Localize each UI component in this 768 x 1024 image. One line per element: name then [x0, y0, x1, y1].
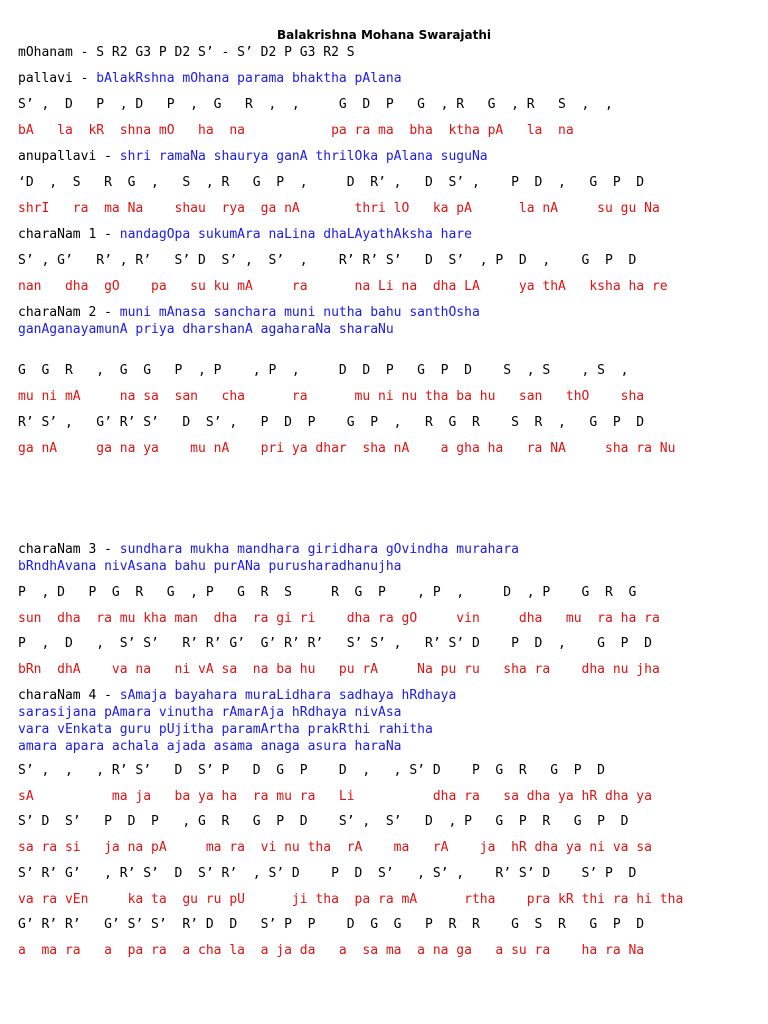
notation-line	[18, 762, 605, 779]
notation-line	[18, 252, 636, 269]
swara-notes: S’ , G’ R’ , R’ S’ D S’ , S’ , R’ R’ S’ D S’ , P D , G P D	[18, 253, 637, 268]
notation-line	[18, 278, 668, 295]
notation-line	[18, 704, 402, 721]
notation-line	[18, 661, 660, 678]
notation-line	[18, 942, 644, 959]
notation-line	[18, 584, 636, 601]
notation-line	[18, 839, 652, 856]
lyric-syllables: va ra vEn ka ta gu ru pU ji tha pa ra mA rtha pra kR thi ra hi tha	[18, 892, 684, 907]
notation-line	[18, 226, 472, 243]
swara-notes: G’ R’ R’ G’ S’ S’ R’ D D S’ P P D G G P R R G S R G P D	[18, 917, 645, 932]
lyric-syllables: ga nA ga na ya mu nA pri ya dhar sha nA a gha ha ra NA sha ra Nu	[18, 441, 676, 456]
lyric-syllables: a ma ra a pa ra a cha la a ja da a sa ma a na ga a su ra ha ra Na	[18, 943, 645, 958]
lyrics-text: sundhara mukha mandhara giridhara gOvindha murahara	[119, 542, 519, 557]
lyrics-text: bAlakRshna mOhana parama bhaktha pAlana	[96, 71, 402, 86]
notation-line	[18, 200, 660, 217]
swara-notes: G G R , G G P , P , P , D D P G P D S , S , S ,	[18, 363, 629, 378]
lyrics-text: shri ramaNa shaurya ganA thrilOka pAlana suguNa	[119, 149, 488, 164]
swara-notes: mOhanam - S R2 G3 P D2 S’ - S’ D2 P G3 R2 S	[18, 45, 355, 60]
notation-line	[18, 362, 628, 379]
notation-line	[18, 321, 394, 338]
lyrics-text: ganAganayamunA priya dharshanA agaharaNa sharaNu	[18, 322, 394, 337]
lyric-syllables: sa ra si ja na pA ma ra vi nu tha rA ma rA ja hR dha ya ni va sa	[18, 840, 652, 855]
notation-line	[18, 148, 488, 165]
notation-line	[18, 304, 480, 321]
lyric-syllables: sA ma ja ba ya ha ra mu ra Li dha ra sa dha ya hR dha ya	[18, 789, 652, 804]
lyric-syllables: shrI ra ma Na shau rya ga nA thri lO ka pA la nA su gu Na	[18, 201, 660, 216]
swara-notes: charaNam 4 -	[18, 688, 120, 703]
notation-line	[18, 440, 675, 457]
notation-line	[18, 738, 402, 755]
notation-line	[18, 414, 644, 431]
notation-line	[18, 891, 683, 908]
notation-line	[18, 788, 652, 805]
lyrics-text: sarasijana pAmara vinutha rAmarAja hRdhaya nivAsa	[18, 705, 402, 720]
document-title: Balakrishna Mohana Swarajathi	[276, 28, 492, 42]
notation-line	[18, 635, 652, 652]
swara-notes: pallavi -	[18, 71, 97, 86]
notation-line	[18, 122, 574, 139]
lyric-syllables: mu ni mA na sa san cha ra mu ni nu tha ba hu san thO sha	[18, 389, 645, 404]
notation-line	[18, 388, 644, 405]
swara-notes: P , D P G R G , P G R S R G P , P , D , P G R G	[18, 585, 637, 600]
notation-line	[18, 541, 519, 558]
notation-line	[18, 813, 628, 830]
notation-line	[18, 44, 355, 61]
lyric-syllables: bRn dhA va na ni vA sa na ba hu pu rA Na pu ru sha ra dha nu jha	[18, 662, 660, 677]
swara-notes: R’ S’ , G’ R’ S’ D S’ , P D P G P , R G R S R , G P D	[18, 415, 645, 430]
swara-notes: charaNam 2 -	[18, 305, 120, 320]
notation-line	[18, 721, 433, 738]
lyric-syllables: bA la kR shna mO ha na pa ra ma bha ktha pA la na	[18, 123, 574, 138]
lyrics-text: amara apara achala ajada asama anaga asura haraNa	[18, 739, 402, 754]
lyrics-text: sAmaja bayahara muraLidhara sadhaya hRdhaya	[119, 688, 457, 703]
notation-line	[18, 174, 644, 191]
swara-notes: S’ , , , R’ S’ D S’ P D G P D , , S’ D P G R G P D	[18, 763, 605, 778]
swara-notes: anupallavi -	[18, 149, 120, 164]
notation-line	[18, 865, 636, 882]
swara-notes: S’ R’ G’ , R’ S’ D S’ R’ , S’ D P D S’ , S’ , R’ S’ D S’ P D	[18, 866, 637, 881]
notation-line	[18, 70, 402, 87]
swara-notes: charaNam 1 -	[18, 227, 120, 242]
notation-line	[18, 610, 660, 627]
notation-line	[18, 96, 613, 113]
lyrics-text: muni mAnasa sanchara muni nutha bahu santhOsha	[119, 305, 480, 320]
notation-line	[18, 916, 644, 933]
notation-line	[18, 558, 402, 575]
swara-notes: P , D , S’ S’ R’ R’ G’ G’ R’ R’ S’ S’ , R’ S’ D P D , G P D	[18, 636, 652, 651]
swara-notes: S’ , D P , D P , G R , , G D P G , R G , R S , ,	[18, 97, 613, 112]
notation-line	[18, 687, 456, 704]
lyrics-text: vara vEnkata guru pUjitha paramArtha prakRthi rahitha	[18, 722, 433, 737]
lyrics-text: bRndhAvana nivAsana bahu purANa purusharadhanujha	[18, 559, 402, 574]
swara-notes: ‘D , S R G , S , R G P , D R’ , D S’ , P D , G P D	[18, 175, 645, 190]
swara-notes: charaNam 3 -	[18, 542, 120, 557]
lyric-syllables: sun dha ra mu kha man dha ra gi ri dha ra gO vin dha mu ra ha ra	[18, 611, 660, 626]
swara-notes: S’ D S’ P D P , G R G P D S’ , S’ D , P G P R G P D	[18, 814, 629, 829]
lyrics-text: nandagOpa sukumAra naLina dhaLAyathAksha hare	[119, 227, 472, 242]
lyric-syllables: nan dha gO pa su ku mA ra na Li na dha LA ya thA ksha ha re	[18, 279, 668, 294]
